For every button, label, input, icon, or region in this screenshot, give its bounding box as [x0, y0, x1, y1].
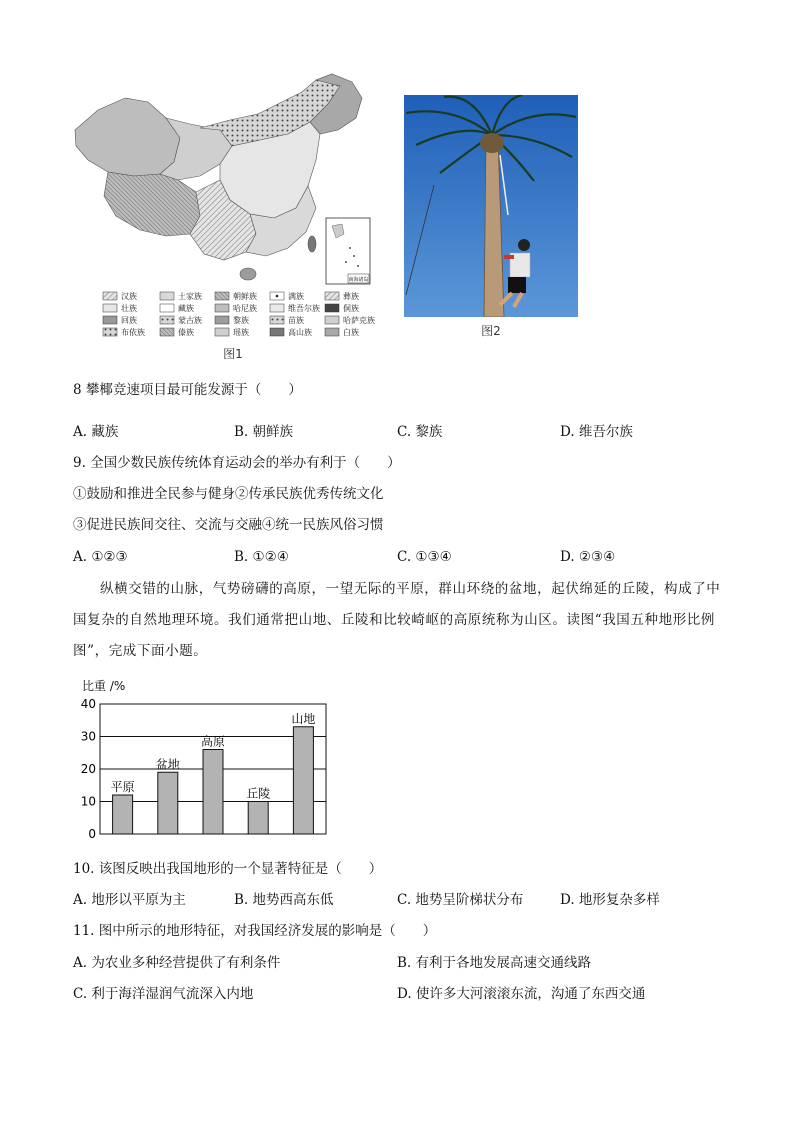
chart-bar-4 — [293, 727, 313, 834]
legend-item: 高山族 — [288, 328, 312, 337]
legend-item: 壮族 — [121, 304, 137, 313]
legend-item: 土家族 — [178, 292, 202, 301]
legend-item: 黎族 — [233, 316, 249, 325]
legend-item: 哈尼族 — [233, 304, 257, 313]
chart-bar-3 — [248, 802, 268, 835]
legend-item: 侗族 — [343, 304, 359, 313]
legend-item: 维吾尔族 — [288, 304, 320, 313]
chart-bar-1 — [158, 772, 178, 834]
chart-bar-0 — [113, 795, 133, 834]
q11-option-b[interactable]: B. 有利于各地发展高速交通线路 — [397, 955, 592, 971]
figure2-caption: 图2 — [481, 324, 501, 338]
q9-option-c[interactable]: C. ①③④ — [397, 549, 452, 565]
chart-ytick-label: 30 — [80, 729, 96, 744]
chart-ylabel: 比重 /% — [82, 679, 126, 693]
q10-option-c[interactable]: C. 地势呈阶梯状分布 — [397, 892, 524, 908]
q9-option-a[interactable]: A. ①②③ — [73, 549, 128, 565]
q8-stem: 8 攀椰竞速项目最可能发源于（ ） — [73, 382, 302, 398]
legend-item: 藏族 — [178, 304, 194, 313]
chart-bar-label: 平原 — [110, 780, 135, 794]
q11-stem: 11. 图中所示的地形特征，对我国经济发展的影响是（ ） — [73, 923, 437, 939]
q9-statement-line2: ③促进民族间交往、交流与交融④统一民族风俗习惯 — [73, 517, 384, 533]
q9-option-b[interactable]: B. ①②④ — [234, 549, 289, 565]
q10-option-b[interactable]: B. 地势西高东低 — [234, 892, 334, 908]
q11-option-a[interactable]: A. 为农业多种经营提供了有利条件 — [73, 955, 281, 971]
q8-option-a[interactable]: A. 藏族 — [73, 424, 119, 440]
legend-item: 蒙古族 — [178, 316, 202, 325]
reading-passage: 纵横交错的山脉，气势磅礴的高原，一望无际的平原，群山环绕的盆地，起伏绵延的丘陵，构成了中国复杂的自然地理环境。我们通常把山地、丘陵和比较崎岖的高原统称为山区。读图“我国五种地形比例图”，完成下面小题。 — [73, 581, 721, 659]
legend-item: 哈萨克族 — [343, 316, 375, 325]
chart-bar-label: 山地 — [291, 711, 316, 726]
q8-option-b[interactable]: B. 朝鲜族 — [234, 424, 294, 440]
chart-bar-label: 高原 — [200, 734, 226, 749]
inset-label: 南海诸岛 — [348, 277, 369, 283]
legend-item: 瑶族 — [233, 328, 249, 337]
chart-ytick-label: 10 — [80, 794, 96, 809]
q10-option-d[interactable]: D. 地形复杂多样 — [560, 892, 660, 908]
legend-item: 苗族 — [288, 316, 304, 325]
chart-bar-label: 盆地 — [155, 757, 180, 772]
q10-option-a[interactable]: A. 地形以平原为主 — [73, 892, 186, 908]
q8-option-c[interactable]: C. 黎族 — [397, 424, 443, 440]
legend-item: 汉族 — [121, 292, 137, 301]
q8-option-d[interactable]: D. 维吾尔族 — [560, 424, 633, 440]
chart-ytick-label: 0 — [88, 827, 96, 841]
legend-item: 傣族 — [178, 328, 194, 337]
q11-option-c[interactable]: C. 利于海洋湿润气流深入内地 — [73, 986, 254, 1002]
legend-item: 布依族 — [121, 328, 145, 337]
palm-climbing-photo — [404, 95, 578, 343]
figure1-caption: 图1 — [223, 347, 243, 361]
ethnic-map-figure — [70, 68, 390, 363]
south-china-sea-inset — [326, 218, 370, 284]
terrain-ratio-chart — [70, 676, 340, 846]
chart-bar-2 — [203, 750, 223, 835]
legend-item: 彝族 — [343, 292, 359, 301]
legend-item: 朝鲜族 — [233, 292, 257, 301]
china-map — [75, 74, 362, 280]
q10-stem: 10. 该图反映出我国地形的一个显著特征是（ ） — [73, 861, 383, 877]
legend-item: 白族 — [343, 328, 359, 337]
legend-item: 满族 — [288, 292, 304, 301]
legend-item: 回族 — [121, 316, 137, 325]
q9-stem: 9. 全国少数民族传统体育运动会的举办有利于（ ） — [73, 455, 401, 471]
map-legend — [103, 291, 375, 337]
q9-option-d[interactable]: D. ②③④ — [560, 549, 616, 565]
chart-ytick-label: 40 — [80, 697, 96, 711]
q11-option-d[interactable]: D. 使许多大河滚滚东流，沟通了东西交通 — [397, 986, 646, 1002]
q9-statement-line1: ①鼓励和推进全民参与健身②传承民族优秀传统文化 — [73, 486, 384, 502]
chart-bar-label: 丘陵 — [246, 786, 271, 801]
chart-ytick-label: 20 — [80, 762, 96, 776]
